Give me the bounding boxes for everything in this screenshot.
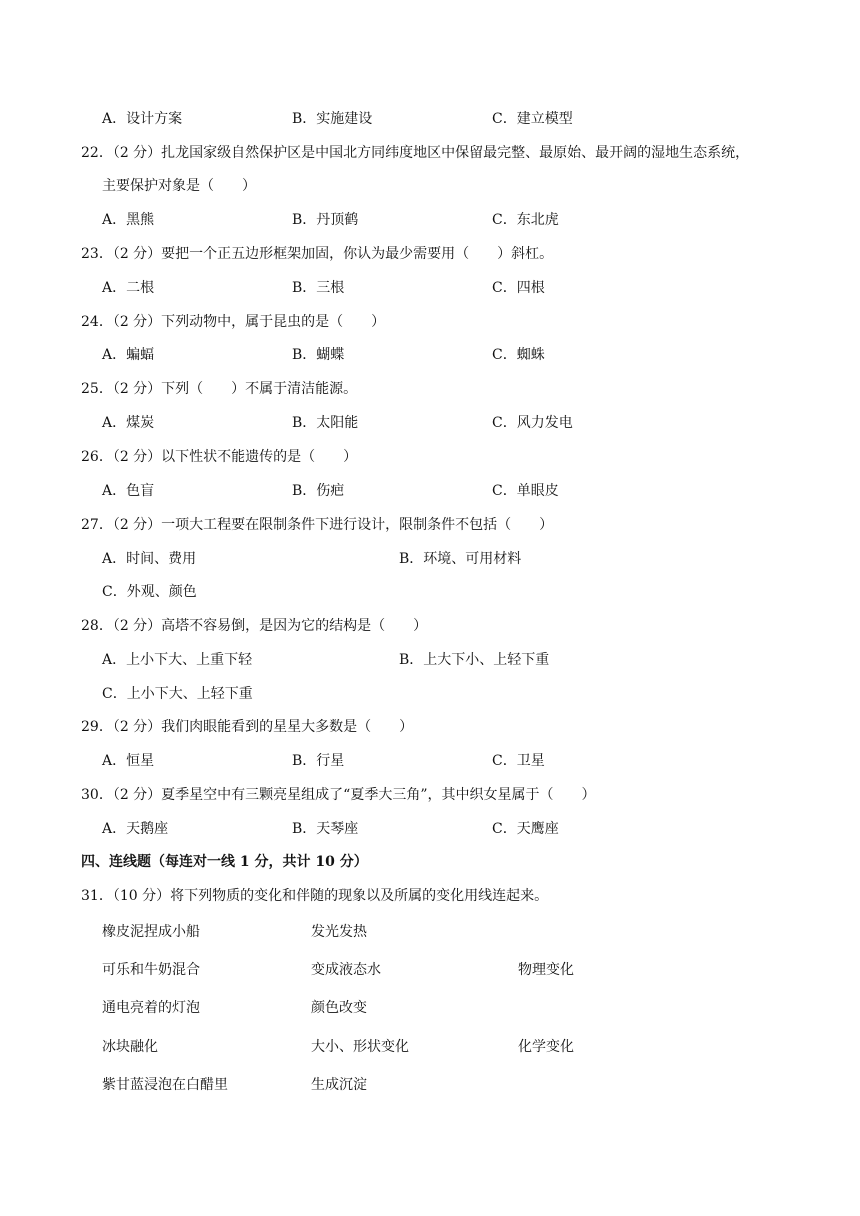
match-right-item-1: 物理变化 <box>518 962 574 978</box>
match-right-item-2: 化学变化 <box>518 1039 574 1055</box>
q22-option-b: B．丹顶鹤 <box>292 212 359 228</box>
q21-option-b: B．实施建设 <box>292 111 373 127</box>
q22-option-a: A．黑熊 <box>102 212 155 228</box>
q22-stem-continued: 主要保护对象是（ ） <box>102 178 256 194</box>
q28-stem: 28．（2 分）高塔不容易倒，是因为它的结构是（ ） <box>81 618 428 634</box>
q23-stem: 23．（2 分）要把一个正五边形框架加固，你认为最少需要用（ ）斜杠。 <box>81 246 554 262</box>
q28-option-c: C．上小下大、上轻下重 <box>102 686 253 702</box>
match-middle-item-1: 发光发热 <box>311 924 367 940</box>
q25-option-b: B．太阳能 <box>292 415 359 431</box>
match-left-item-4: 冰块融化 <box>102 1039 158 1055</box>
q27-option-a: A．时间、费用 <box>102 551 197 567</box>
q26-option-b: B．伤疤 <box>292 483 345 499</box>
match-middle-item-4: 大小、形状变化 <box>311 1039 409 1055</box>
q28-option-a: A．上小下大、上重下轻 <box>102 652 253 668</box>
q31-stem: 31．（10 分）将下列物质的变化和伴随的现象以及所属的变化用线连起来。 <box>81 888 549 904</box>
q24-option-b: B．蝴蝶 <box>292 347 345 363</box>
match-left-item-5: 紫甘蓝浸泡在白醋里 <box>102 1077 228 1093</box>
match-left-item-1: 橡皮泥捏成小船 <box>102 924 200 940</box>
q24-option-c: C．蜘蛛 <box>492 347 545 363</box>
q30-option-b: B．天琴座 <box>292 821 359 837</box>
q26-option-a: A．色盲 <box>102 483 155 499</box>
q23-option-a: A．二根 <box>102 280 155 296</box>
q21-option-a: A．设计方案 <box>102 111 183 127</box>
q27-stem: 27．（2 分）一项大工程要在限制条件下进行设计，限制条件不包括（ ） <box>81 517 554 533</box>
q22-option-c: C．东北虎 <box>492 212 559 228</box>
q25-stem: 25．（2 分）下列（ ）不属于清洁能源。 <box>81 381 358 397</box>
q28-option-b: B．上大下小、上轻下重 <box>399 652 550 668</box>
section-title: 四、连线题（每连对一线 1 分，共计 10 分） <box>81 854 368 870</box>
q27-option-c: C．外观、颜色 <box>102 584 197 600</box>
q29-stem: 29．（2 分）我们肉眼能看到的星星大多数是（ ） <box>81 719 414 735</box>
match-left-item-2: 可乐和牛奶混合 <box>102 962 200 978</box>
q29-option-b: B．行星 <box>292 753 345 769</box>
q25-option-a: A．煤炭 <box>102 415 155 431</box>
match-middle-item-2: 变成液态水 <box>311 962 381 978</box>
q26-stem: 26．（2 分）以下性状不能遗传的是（ ） <box>81 449 358 465</box>
q26-option-c: C．单眼皮 <box>492 483 559 499</box>
match-left-item-3: 通电亮着的灯泡 <box>102 1000 200 1016</box>
q23-option-b: B．三根 <box>292 280 345 296</box>
q24-stem: 24．（2 分）下列动物中，属于昆虫的是（ ） <box>81 314 386 330</box>
q30-stem: 30．（2 分）夏季星空中有三颗亮星组成了“夏季大三角”，其中织女星属于（ ） <box>81 787 596 803</box>
q25-option-c: C．风力发电 <box>492 415 573 431</box>
q30-option-a: A．天鹅座 <box>102 821 169 837</box>
q21-option-c: C．建立模型 <box>492 111 573 127</box>
q29-option-a: A．恒星 <box>102 753 155 769</box>
match-middle-item-5: 生成沉淀 <box>311 1077 367 1093</box>
q27-option-b: B．环境、可用材料 <box>399 551 522 567</box>
q30-option-c: C．天鹰座 <box>492 821 559 837</box>
q29-option-c: C．卫星 <box>492 753 545 769</box>
q24-option-a: A．蝙蝠 <box>102 347 155 363</box>
match-middle-item-3: 颜色改变 <box>311 1000 367 1016</box>
q22-stem: 22．（2 分）扎龙国家级自然保护区是中国北方同纬度地区中保留最完整、最原始、最开阔的湿地生态系统， <box>81 145 750 161</box>
q23-option-c: C．四根 <box>492 280 545 296</box>
